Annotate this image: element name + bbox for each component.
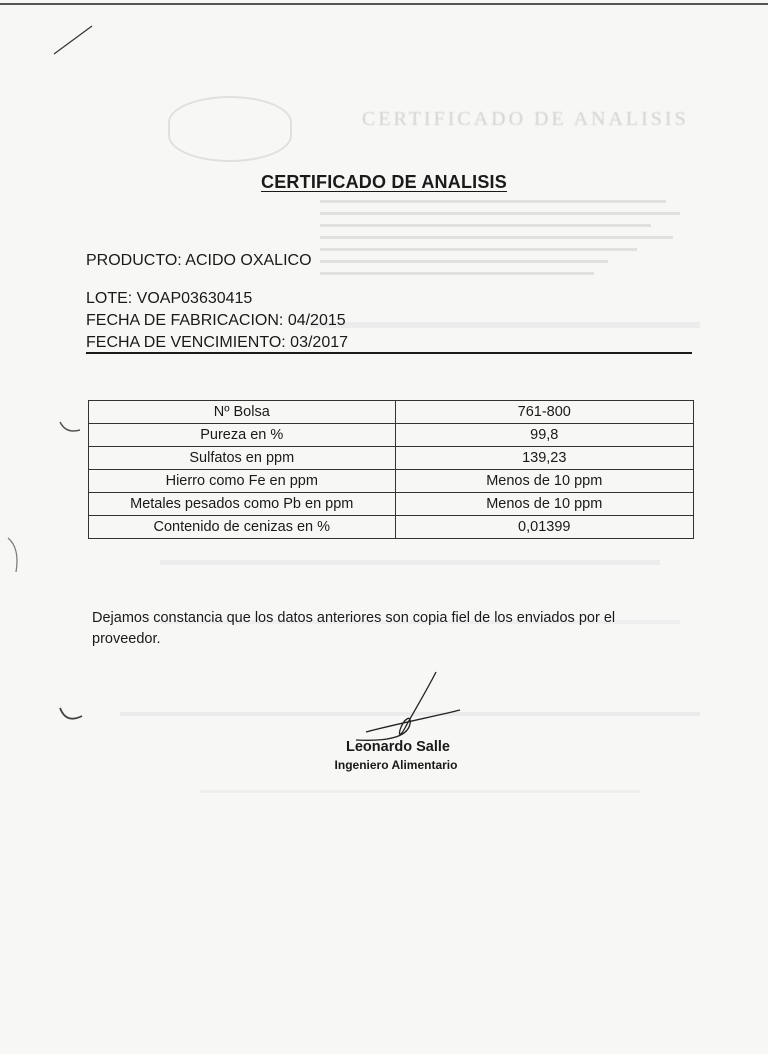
punch-hole-mark [58,418,82,438]
handwritten-signature [336,668,476,748]
lot-line: LOTE: VOAP03630415 [86,290,253,307]
bleed-through-rule [310,322,700,328]
signatory-name: Leonardo Salle [346,739,450,755]
table-cell-value: 99,8 [395,424,693,447]
table-cell-value: Menos de 10 ppm [395,470,693,493]
table-cell-value: Menos de 10 ppm [395,493,693,516]
table-cell-value: 761-800 [395,401,693,424]
table-cell-parameter: Sulfatos en ppm [89,447,396,470]
table-row [89,470,694,493]
table-cell-value: 0,01399 [395,516,693,539]
bleed-through-text-block [320,200,680,284]
document-title: CERTIFICADO DE ANALISIS [261,172,507,192]
punch-hole-mark [6,536,26,576]
analysis-results-table [88,400,694,539]
table-row [89,401,694,424]
table-row [89,493,694,516]
table-cell-parameter: Metales pesados como Pb en ppm [89,493,396,516]
expiry-date-line: FECHA DE VENCIMIENTO: 03/2017 [86,334,349,351]
header-divider [86,352,692,354]
manufacture-date-line: FECHA DE FABRICACION: 04/2015 [86,312,346,329]
punch-hole-mark [58,706,84,726]
bleed-through-rule [200,790,640,793]
bleed-through-rule [160,560,660,565]
table-cell-parameter: Pureza en % [89,424,396,447]
bleed-through-logo [168,96,292,162]
table-cell-parameter: Contenido de cenizas en % [89,516,396,539]
pen-stroke-mark [52,24,96,56]
bleed-through-title: CERTIFICADO DE ANALISIS [362,108,689,130]
scan-edge [0,3,768,5]
table-row [89,424,694,447]
table-cell-parameter: Hierro como Fe en ppm [89,470,396,493]
statement-paragraph: Dejamos constancia que los datos anteriores son copia fiel de los enviados por el proveedor. [92,610,616,647]
table-cell-value: 139,23 [395,447,693,470]
table-row [89,447,694,470]
table-row [89,516,694,539]
signatory-role: Ingeniero Alimentario [334,758,458,772]
table-cell-parameter: Nº Bolsa [89,401,396,424]
product-line: PRODUCTO: ACIDO OXALICO [86,252,312,269]
